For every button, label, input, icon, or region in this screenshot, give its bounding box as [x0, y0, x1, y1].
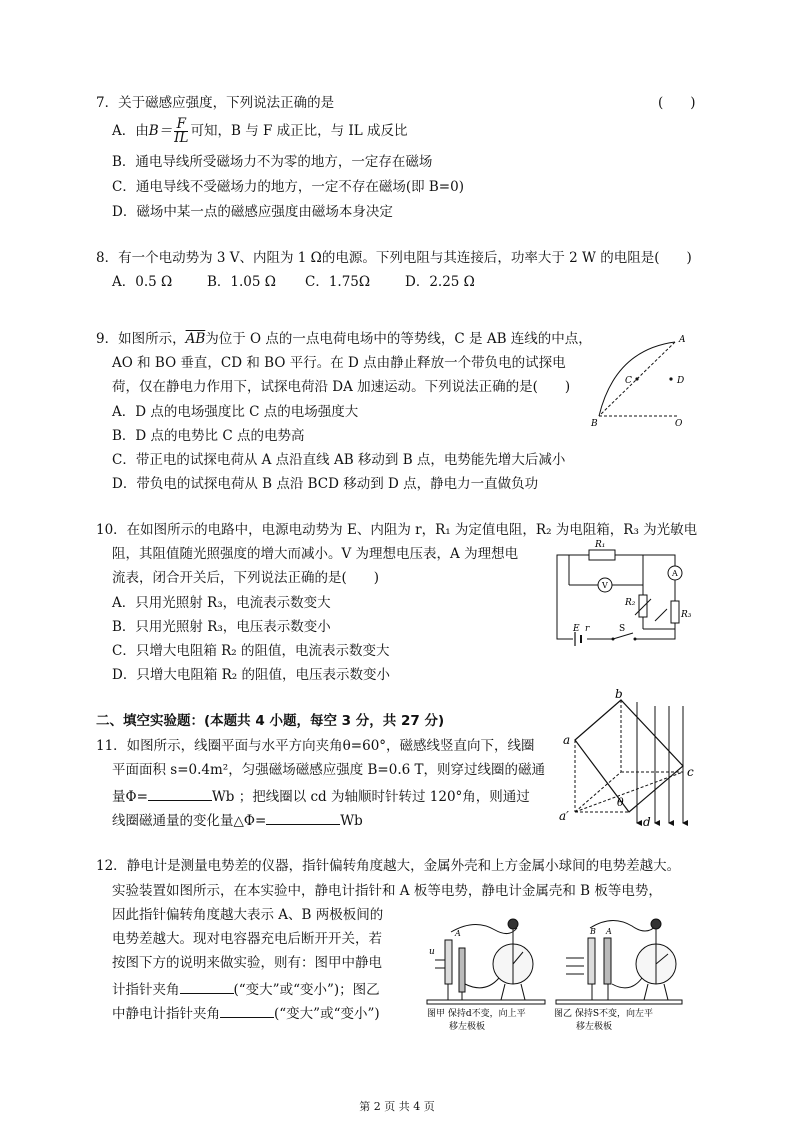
q9-line-3: 荷，仅在静电力作用下，试探电荷沿 DA 加速运动。下列说法正确的是( ) — [112, 379, 571, 395]
q9-label-a: A — [679, 335, 686, 345]
q7-fraction: $\frac{F}{IL}$ — [174, 116, 189, 146]
q10-label-a: A — [672, 569, 678, 578]
q9-label-b: B — [591, 419, 598, 429]
q8-option-a: A．0.5 Ω — [112, 274, 173, 290]
q12-figure-yi — [552, 908, 692, 1032]
q11-blank-2[interactable] — [266, 810, 340, 825]
q9-label-c: C — [625, 376, 632, 386]
q12-fig-yi-caption-2: 移左极板 — [576, 1022, 613, 1032]
q11-figure — [555, 688, 705, 830]
q10-option-d: D．只增大电阻箱 R₂ 的阻值，电压表示数变小 — [112, 667, 390, 683]
q10-label-s: S — [619, 624, 626, 634]
q11-line-1: 11．如图所示，线圈平面与水平方向夹角θ=60°，磁感线竖直向下，线圈 — [96, 738, 535, 754]
q10-option-b: B．只用光照射 R₃，电压表示数变小 — [112, 619, 331, 635]
q7-option-d: D．磁场中某一点的磁感应强度由磁场本身决定 — [112, 204, 393, 220]
q10-resistor-box-r2 — [639, 595, 647, 617]
q12-blank-1[interactable] — [180, 979, 234, 994]
q12-fig-jia-caption-1: 图甲 保持d不变，向上平 — [427, 1009, 526, 1019]
q10-resistor-r1 — [589, 550, 615, 560]
q12-fig-jia-a: A — [455, 929, 461, 938]
q7-option-c: C．通电导线不受磁场力的地方，一定不存在磁场(即 B=0) — [112, 179, 464, 195]
q11-label-a-prime: a′ — [559, 809, 569, 823]
q10-label-e: E — [573, 624, 580, 634]
q10-line-1: 10．在如图所示的电路中，电源电动势为 E、内阻为 r，R₁ 为定值电阻，R₂ 为电阻箱，R₃ 为光敏电 — [96, 522, 698, 538]
q10-label-r2: R₂ — [625, 598, 636, 608]
q10-label-r1: R₁ — [595, 540, 606, 550]
q11-label-a: a — [563, 733, 571, 747]
q12-fig-yi-a: A — [606, 927, 612, 936]
q8-option-d: D．2.25 Ω — [405, 274, 475, 290]
q10-photoresistor-r3 — [671, 601, 679, 623]
q9-point-d — [669, 377, 672, 380]
page-footer: 第 2 页 共 4 页 — [359, 1100, 435, 1113]
q8-option-b: B．1.05 Ω — [207, 274, 276, 290]
q12-line-4: 电势差越大。现对电容器充电后断开开关，若 — [112, 931, 382, 947]
q12-line-6: 计指针夹角 (“变大”或“变小”)；图乙 — [112, 979, 380, 999]
q9-option-b: B．D 点的电势比 C 点的电势高 — [112, 428, 305, 444]
q11-line-4: 线圈磁通量的变化量△Φ= Wb — [112, 810, 363, 830]
q8-stem: 8．有一个电动势为 3 V、内阻为 1 Ω的电源。下列电阻与其连接后，功率大于 2 W 的电阻是( ) — [96, 250, 692, 266]
q10-label-v: V — [602, 581, 608, 590]
q12-figure-jia — [425, 908, 555, 1032]
q9-option-d: D．带负电的试探电荷从 B 点沿 BCD 移动到 D 点，静电力一直做负功 — [112, 476, 539, 492]
q11-label-d: d — [643, 815, 651, 829]
q11-blank-1[interactable] — [148, 786, 212, 801]
section-2-title: 二、填空实验题：(本题共 4 小题，每空 3 分，共 27 分) — [96, 713, 445, 729]
q9-line-1: 9．如图所示，$\overline{AB}$为位于 O 点的一点电荷电场中的等势线，C 是 AB 连线的中点， — [96, 331, 592, 347]
q10-circuit-figure — [555, 540, 695, 643]
q9-arc-ab: $\overline{AB}$ — [185, 331, 206, 347]
q11-coil — [575, 700, 683, 812]
q9-point-c — [635, 377, 638, 380]
q9-option-a: A．D 点的电场强度比 C 点的电场强度大 — [112, 404, 359, 420]
q7-answer-paren: ( ) — [658, 95, 696, 111]
q12-line-3: 因此指针偏转角度越大表示 A、B 两极板间的 — [112, 907, 384, 923]
q9-label-o: O — [675, 419, 683, 429]
q10-label-r: r — [585, 624, 590, 634]
q10-option-c: C．只增大电阻箱 R₂ 的阻值，电流表示数变大 — [112, 643, 390, 659]
q10-label-r3: R₃ — [681, 610, 692, 620]
q12-fig-yi-caption-1: 图乙 保持S不变，向左平 — [554, 1009, 654, 1019]
q12-line-1: 12．静电计是测量电势差的仪器，指针偏转角度越大，金属外壳和上方金属小球间的电势差越大。 — [96, 858, 681, 874]
q7-option-b: B．通电导线所受磁场力不为零的地方，一定存在磁场 — [112, 154, 433, 170]
q9-option-c: C．带正电的试探电荷从 A 点沿直线 AB 移动到 B 点，电势能先增大后减小 — [112, 452, 566, 468]
q7-stem: 7．关于磁感应强度，下列说法正确的是 — [96, 95, 335, 111]
q9-line-2: AO 和 BO 垂直，CD 和 BO 平行。在 D 点由静止释放一个带负电的试探电 — [112, 355, 566, 371]
q9-label-d: D — [677, 376, 685, 386]
q10-line-3: 流表，闭合开关后，下列说法正确的是( ) — [112, 570, 380, 586]
q11-line-2: 平面面积 s=0.4m²，匀强磁场磁感应强度 B=0.6 T，则穿过线圈的磁通 — [112, 762, 546, 778]
q11-line-3: 量Φ= Wb ；把线圈以 cd 为轴顺时针转过 120°角，则通过 — [112, 786, 530, 806]
q11-label-c: c — [687, 765, 694, 779]
q12-line-5: 按图下方的说明来做实验，则有：图甲中静电 — [112, 955, 382, 971]
q9-figure — [585, 330, 695, 430]
q8-option-c: C．1.75Ω — [305, 274, 371, 290]
q11-label-theta: θ — [617, 796, 624, 809]
q12-fig-jia-u: u — [429, 947, 435, 957]
q10-line-2: 阻，其阻值随光照强度的增大而减小。V 为理想电压表，A 为理想电 — [112, 546, 519, 562]
q10-option-a: A．只用光照射 R₃，电流表示数变大 — [112, 595, 331, 611]
q7-option-a: A．由B＝ $\frac{F}{IL}$ 可知，B 与 F 成正比，与 IL 成反比 — [112, 116, 408, 146]
q11-label-b: b — [615, 687, 623, 701]
q12-line-7: 中静电计指针夹角 (“变大”或“变小”) — [112, 1003, 380, 1023]
q12-blank-2[interactable] — [220, 1003, 274, 1018]
q12-fig-yi-b: B — [590, 927, 596, 936]
q12-line-2: 实验装置如图所示，在本实验中，静电计指针和 A 板等电势，静电计金属壳和 B 板等电势， — [112, 883, 662, 899]
q12-fig-jia-caption-2: 移左极板 — [449, 1022, 486, 1032]
